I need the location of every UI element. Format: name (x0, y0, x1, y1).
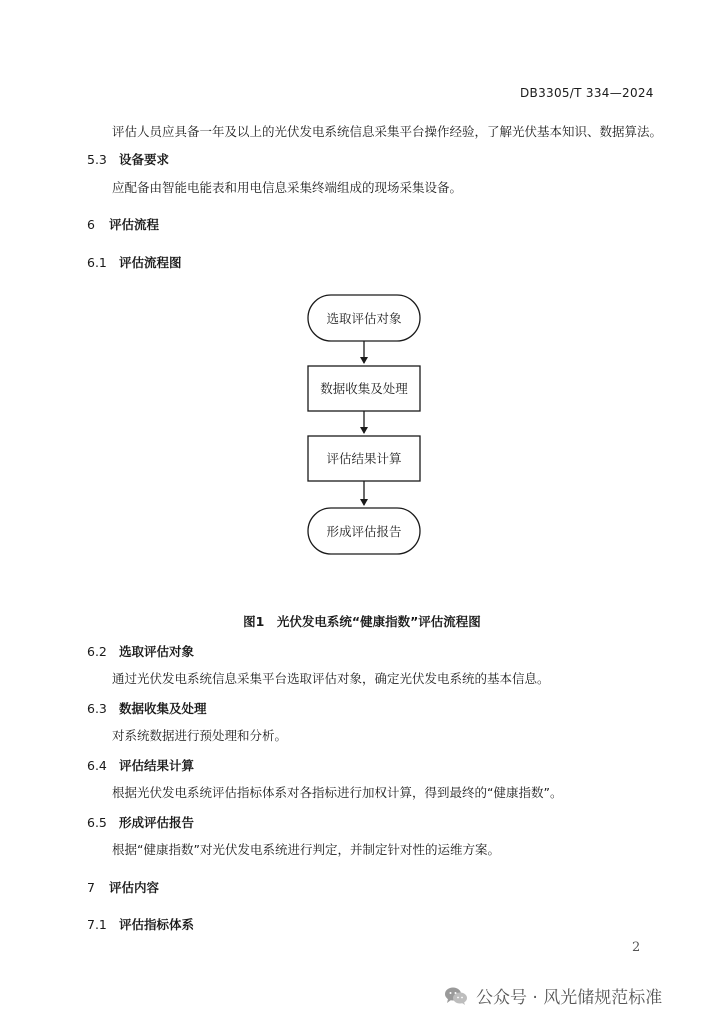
section-6-4-heading (87, 756, 194, 774)
section-title: 评估指标体系 (119, 917, 195, 932)
section-number: 7 (87, 880, 95, 895)
section-6-4-body: 根据光伏发电系统评估指标体系对各指标进行加权计算，得到最终的“健康指数”。 (112, 785, 563, 800)
section-number: 6 (87, 217, 95, 232)
page-number: 2 (632, 940, 641, 955)
standard-number: DB3305/T 334—2024 (520, 86, 654, 100)
section-5-3-body: 应配备由智能电能表和用电信息采集终端组成的现场采集设备。 (112, 180, 463, 195)
section-6-5-body: 根据“健康指数”对光伏发电系统进行判定，并制定针对性的运维方案。 (112, 842, 500, 857)
flow-node-process-1-label: 数据收集及处理 (320, 381, 408, 396)
section-6-2-heading (87, 642, 194, 660)
wechat-icon (444, 986, 468, 1006)
flow-node-end-label: 形成评估报告 (326, 524, 402, 539)
section-number: 6.1 (87, 255, 107, 270)
flow-node-end (308, 508, 420, 554)
section-number: 6.3 (87, 701, 107, 716)
section-number: 6.5 (87, 815, 107, 830)
section-title: 评估流程图 (119, 255, 182, 270)
section-6-3-heading (87, 699, 207, 717)
section-5-3-heading (87, 150, 169, 168)
section-7-1-heading (87, 915, 194, 933)
section-number: 7.1 (87, 917, 107, 932)
watermark (444, 983, 662, 1008)
section-number: 6.4 (87, 758, 107, 773)
section-6-5-heading (87, 813, 194, 831)
section-title: 设备要求 (119, 152, 170, 167)
section-title: 评估流程 (109, 217, 160, 232)
flow-node-start (308, 295, 420, 341)
section-title: 数据收集及处理 (119, 701, 207, 716)
flow-node-process-2 (308, 436, 420, 481)
section-number: 6.2 (87, 644, 107, 659)
section-6-1-heading (87, 253, 182, 271)
flow-node-start-label: 选取评估对象 (326, 311, 402, 326)
paragraph-personnel-requirement: 评估人员应具备一年及以上的光伏发电系统信息采集平台操作经验，了解光伏基本知识、数据算法。 (112, 124, 663, 139)
section-6-heading (87, 215, 159, 233)
section-title: 选取评估对象 (119, 644, 195, 659)
section-title: 形成评估报告 (119, 815, 195, 830)
figure-caption: 图1 光伏发电系统“健康指数”评估流程图 (243, 614, 481, 629)
section-number: 5.3 (87, 152, 107, 167)
flow-node-process-2-label: 评估结果计算 (326, 451, 402, 466)
section-title: 评估结果计算 (119, 758, 195, 773)
section-6-2-body: 通过光伏发电系统信息采集平台选取评估对象，确定光伏发电系统的基本信息。 (112, 671, 550, 686)
flow-node-process-1 (308, 366, 420, 411)
watermark-text: 公众号 · 风光储规范标准 (476, 988, 663, 1008)
section-6-3-body: 对系统数据进行预处理和分析。 (112, 728, 288, 743)
section-title: 评估内容 (109, 880, 160, 895)
section-7-heading (87, 878, 159, 896)
